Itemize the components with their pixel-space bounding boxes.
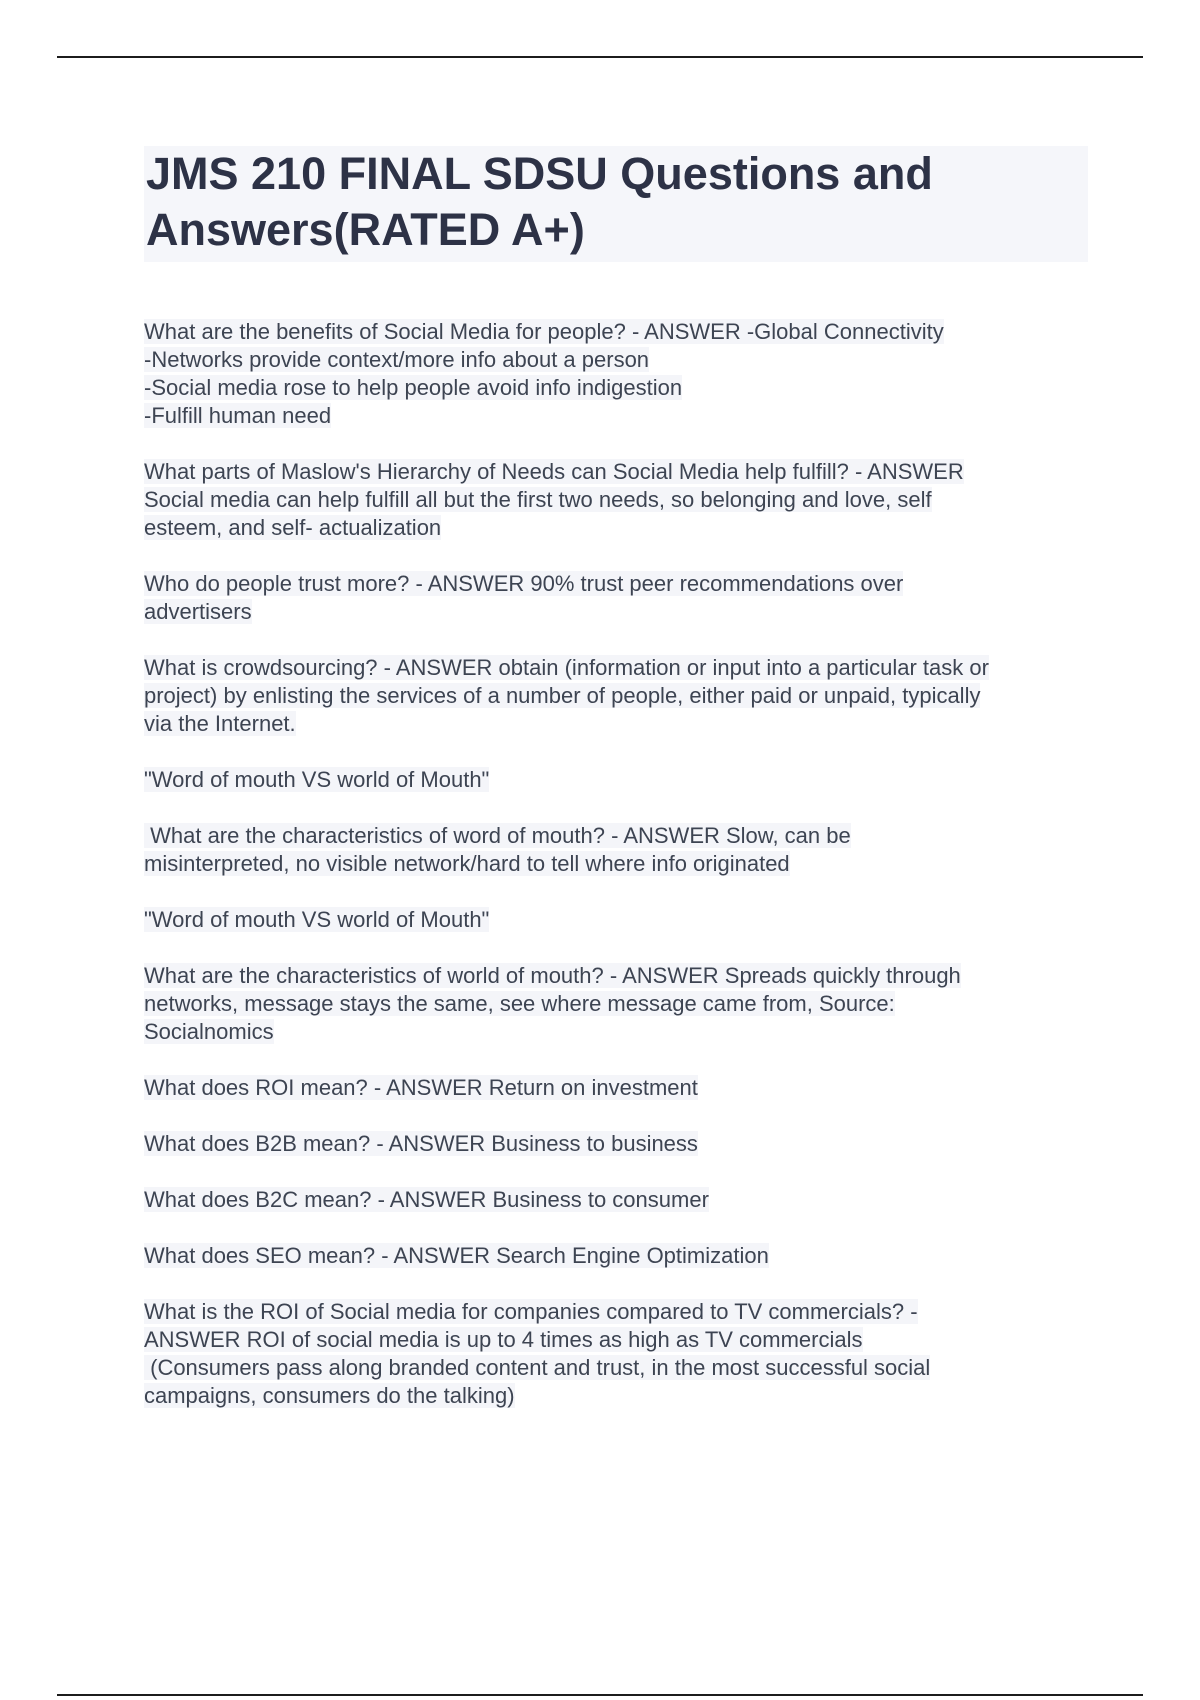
qa-entry bbox=[144, 1242, 1088, 1270]
qa-entry bbox=[144, 962, 1088, 1046]
text-line: What parts of Maslow's Hierarchy of Needs can Social Media help fulfill? - ANSWER bbox=[144, 459, 964, 484]
qa-entry bbox=[144, 458, 1088, 542]
title-line: Answers(RATED A+) bbox=[146, 204, 585, 255]
text-line: What are the characteristics of world of mouth? - ANSWER Spreads quickly through bbox=[144, 963, 961, 988]
text-line: networks, message stays the same, see where message came from, Source: bbox=[144, 991, 895, 1016]
text-line: What are the benefits of Social Media for people? - ANSWER -Global Connectivity bbox=[144, 319, 944, 344]
text-line: What is the ROI of Social media for companies compared to TV commercials? - bbox=[144, 1299, 918, 1324]
text-line: -Social media rose to help people avoid info indigestion bbox=[144, 375, 683, 400]
text-line: "Word of mouth VS world of Mouth" bbox=[144, 907, 490, 932]
document-title bbox=[144, 146, 1088, 262]
text-line: ANSWER ROI of social media is up to 4 times as high as TV commercials bbox=[144, 1327, 863, 1352]
text-line: Social media can help fulfill all but the first two needs, so belonging and love, self bbox=[144, 487, 932, 512]
qa-entry bbox=[144, 906, 1088, 934]
bottom-rule bbox=[57, 1694, 1143, 1696]
text-line: advertisers bbox=[144, 599, 252, 624]
qa-entry bbox=[144, 1298, 1088, 1410]
top-rule bbox=[57, 56, 1143, 58]
text-line: esteem, and self- actualization bbox=[144, 515, 442, 540]
text-line: -Fulfill human need bbox=[144, 403, 332, 428]
text-line: project) by enlisting the services of a number of people, either paid or unpaid, typically bbox=[144, 683, 981, 708]
qa-entry bbox=[144, 318, 1088, 430]
text-line: -Networks provide context/more info about a person bbox=[144, 347, 650, 372]
text-line: What does B2B mean? - ANSWER Business to business bbox=[144, 1131, 698, 1156]
qa-entry bbox=[144, 570, 1088, 626]
qa-entry bbox=[144, 1130, 1088, 1158]
text-line: via the Internet. bbox=[144, 711, 296, 736]
qa-entry bbox=[144, 766, 1088, 794]
qa-entry bbox=[144, 822, 1088, 878]
text-line: What does B2C mean? - ANSWER Business to consumer bbox=[144, 1187, 709, 1212]
text-line: Who do people trust more? - ANSWER 90% trust peer recommendations over bbox=[144, 571, 904, 596]
title-line: JMS 210 FINAL SDSU Questions and bbox=[146, 148, 933, 199]
text-line: What are the characteristics of word of mouth? - ANSWER Slow, can be bbox=[144, 823, 851, 848]
qa-entry bbox=[144, 1186, 1088, 1214]
text-line: What does SEO mean? - ANSWER Search Engine Optimization bbox=[144, 1243, 769, 1268]
document-page bbox=[144, 146, 1088, 1438]
text-line: "Word of mouth VS world of Mouth" bbox=[144, 767, 490, 792]
text-line: Socialnomics bbox=[144, 1019, 274, 1044]
text-line: What is crowdsourcing? - ANSWER obtain (information or input into a particular task or bbox=[144, 655, 989, 680]
text-line: (Consumers pass along branded content and trust, in the most successful social bbox=[144, 1355, 931, 1380]
qa-entry bbox=[144, 1074, 1088, 1102]
text-line: misinterpreted, no visible network/hard to tell where info originated bbox=[144, 851, 790, 876]
qa-list bbox=[144, 318, 1088, 1410]
qa-entry bbox=[144, 654, 1088, 738]
text-line: campaigns, consumers do the talking) bbox=[144, 1383, 515, 1408]
text-line: What does ROI mean? - ANSWER Return on investment bbox=[144, 1075, 698, 1100]
